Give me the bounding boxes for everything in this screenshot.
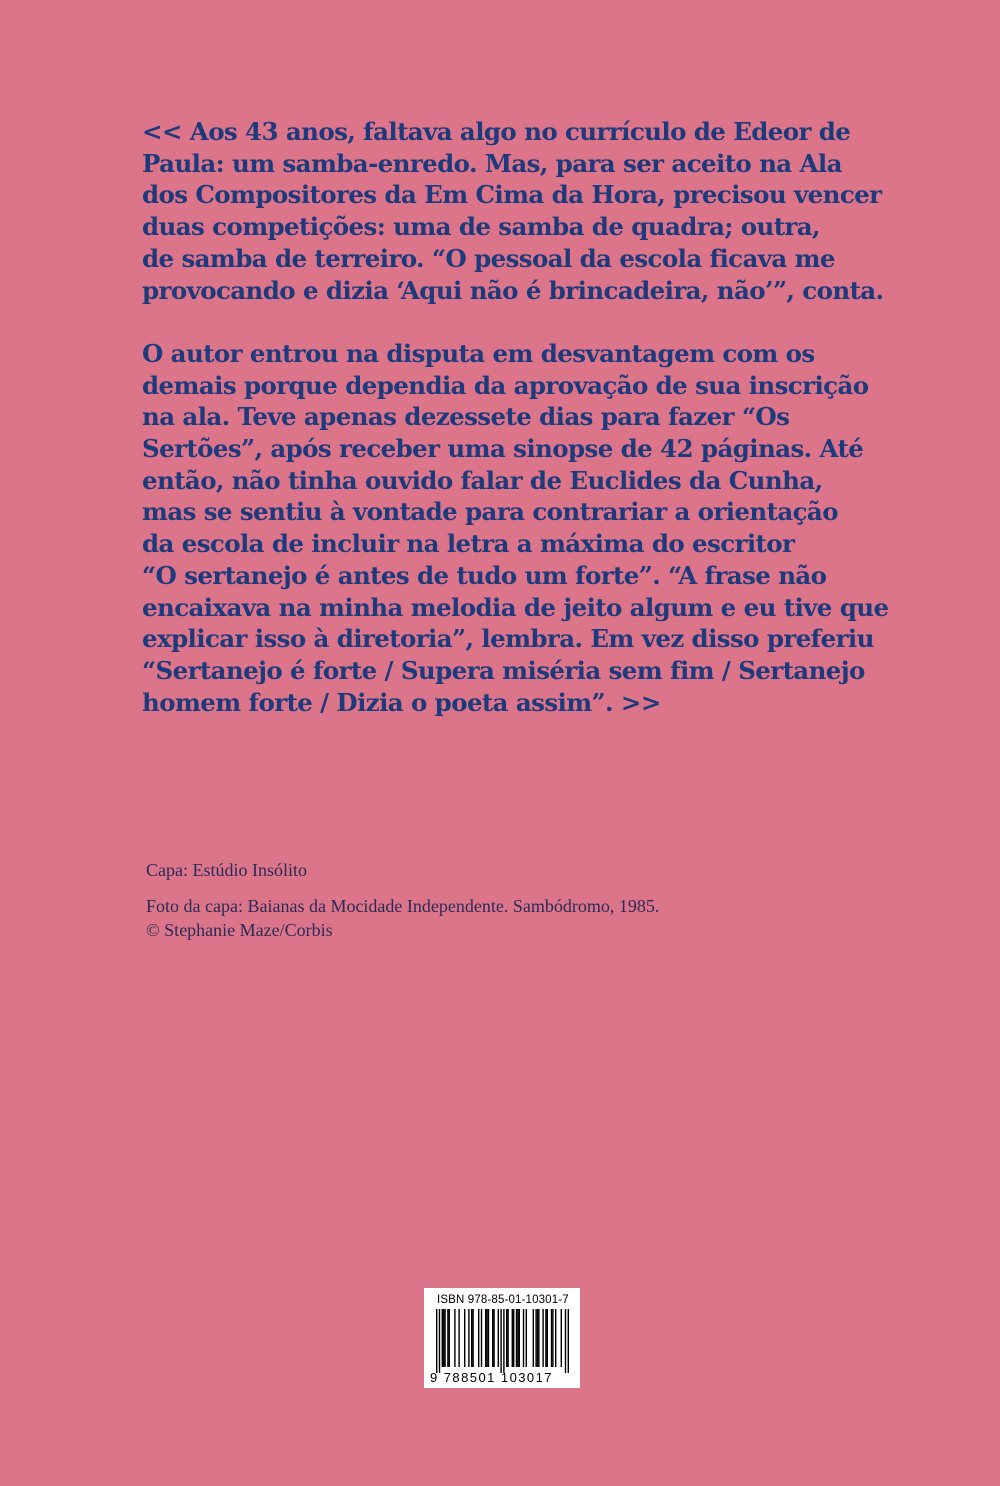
barcode-bar bbox=[507, 1309, 508, 1367]
barcode-bar bbox=[498, 1309, 499, 1367]
barcode-bar bbox=[493, 1309, 494, 1367]
barcode-bar bbox=[533, 1309, 534, 1367]
barcode-bar bbox=[485, 1309, 486, 1367]
blurb-line: de samba de terreiro. “O pessoal da escola ficava me bbox=[142, 243, 835, 273]
blurb-line: provocando e dizia ‘Aqui não é brincadeira, não’”, conta. bbox=[142, 275, 884, 305]
barcode-bar bbox=[488, 1309, 489, 1367]
barcode-bar bbox=[526, 1309, 527, 1367]
blurb-line: então, não tinha ouvido falar de Euclides da Cunha, bbox=[142, 465, 823, 495]
blurb-line: encaixava na minha melodia de jeito algum e eu tive que bbox=[142, 592, 889, 622]
blurb-paragraph-1 bbox=[142, 116, 882, 306]
barcode-bar bbox=[503, 1309, 504, 1373]
barcode-bar bbox=[443, 1309, 444, 1367]
blurb-line: duas competições: uma de samba de quadra; outra, bbox=[142, 212, 820, 242]
barcode-bar bbox=[537, 1309, 538, 1367]
blurb-line: na ala. Teve apenas dezessete dias para fazer “Os bbox=[142, 402, 790, 432]
barcode-bar bbox=[436, 1309, 437, 1373]
barcode-bar bbox=[442, 1309, 443, 1367]
barcode-bar bbox=[478, 1309, 479, 1367]
cover-photo-credit: Foto da capa: Baianas da Mocidade Independente. Sambódromo, 1985. bbox=[146, 896, 660, 916]
barcode-bar bbox=[516, 1309, 517, 1367]
barcode-bar bbox=[535, 1309, 536, 1367]
barcode-bar bbox=[561, 1309, 562, 1367]
barcode-bar bbox=[517, 1309, 518, 1367]
blurb-line: homem forte / Dizia o poeta assim”. >> bbox=[142, 687, 661, 717]
barcode-bar bbox=[492, 1309, 493, 1367]
barcode-bar bbox=[464, 1309, 465, 1367]
blurb-line: “Sertanejo é forte / Supera miséria sem fim / Sertanejo bbox=[142, 655, 865, 685]
barcode-bar bbox=[471, 1309, 472, 1367]
barcode-bar bbox=[458, 1309, 459, 1367]
barcode-bar bbox=[568, 1309, 569, 1373]
barcode-bar bbox=[555, 1309, 556, 1367]
isbn-barcode bbox=[424, 1288, 580, 1388]
barcode-bar bbox=[444, 1309, 445, 1367]
blurb-line: explicar isso à diretoria”, lembra. Em vez disso preferiu bbox=[142, 624, 874, 654]
barcode-bar bbox=[538, 1309, 539, 1367]
barcode-bar bbox=[506, 1309, 507, 1367]
barcode-bar bbox=[523, 1309, 524, 1367]
barcode-bar bbox=[542, 1309, 543, 1367]
barcode-bar bbox=[449, 1309, 450, 1367]
blurb-line: Paula: um samba-enredo. Mas, para ser aceito na Ala bbox=[142, 148, 842, 178]
blurb-line: demais porque dependia da aprovação de sua inscrição bbox=[142, 370, 869, 400]
barcode-bar bbox=[547, 1309, 548, 1367]
barcode-bar bbox=[472, 1309, 473, 1367]
barcode-bar bbox=[512, 1309, 513, 1367]
barcode-bar bbox=[454, 1309, 455, 1367]
barcode-bar bbox=[519, 1309, 520, 1367]
barcode-bar bbox=[481, 1309, 482, 1367]
isbn-label: ISBN 978-85-01-10301-7 bbox=[437, 1294, 569, 1306]
blurb-line: Sertões”, após receber uma sinopse de 42 páginas. Até bbox=[142, 434, 864, 464]
blurb-line: << Aos 43 anos, faltava algo no currículo de Edeor de bbox=[142, 117, 851, 146]
barcode-bar bbox=[513, 1309, 514, 1367]
barcode-bar bbox=[468, 1309, 469, 1367]
blurb-line: dos Compositores da Em Cima da Hora, precisou vencer bbox=[142, 180, 882, 210]
barcode-bar bbox=[551, 1309, 552, 1367]
copyright-credit: © Stephanie Maze/Corbis bbox=[146, 920, 333, 940]
blurb-paragraph-2 bbox=[142, 338, 889, 718]
blurb-line: da escola de incluir na letra a máxima do escritor bbox=[142, 529, 795, 559]
credits bbox=[146, 858, 659, 942]
barcode-bar bbox=[439, 1309, 440, 1373]
blurb-line: “O sertanejo é antes de tudo um forte”. “A frase não bbox=[142, 560, 827, 590]
barcode-bar bbox=[545, 1309, 546, 1367]
blurb-line: mas se sentiu à vontade para contrariar a orientação bbox=[142, 497, 838, 527]
barcode-bar bbox=[552, 1309, 553, 1367]
barcode-bar bbox=[500, 1309, 501, 1373]
barcode-bars bbox=[436, 1309, 569, 1373]
barcode-bar bbox=[447, 1309, 448, 1367]
blurb-line: O autor entrou na disputa em desvantagem com os bbox=[142, 338, 815, 368]
barcode-bar bbox=[565, 1309, 566, 1373]
barcode-bar bbox=[486, 1309, 487, 1367]
ean-digits: 9 788501 103017 bbox=[430, 1370, 553, 1385]
cover-design-credit: Capa: Estúdio Insólito bbox=[146, 860, 307, 880]
blurb-text bbox=[142, 116, 889, 718]
